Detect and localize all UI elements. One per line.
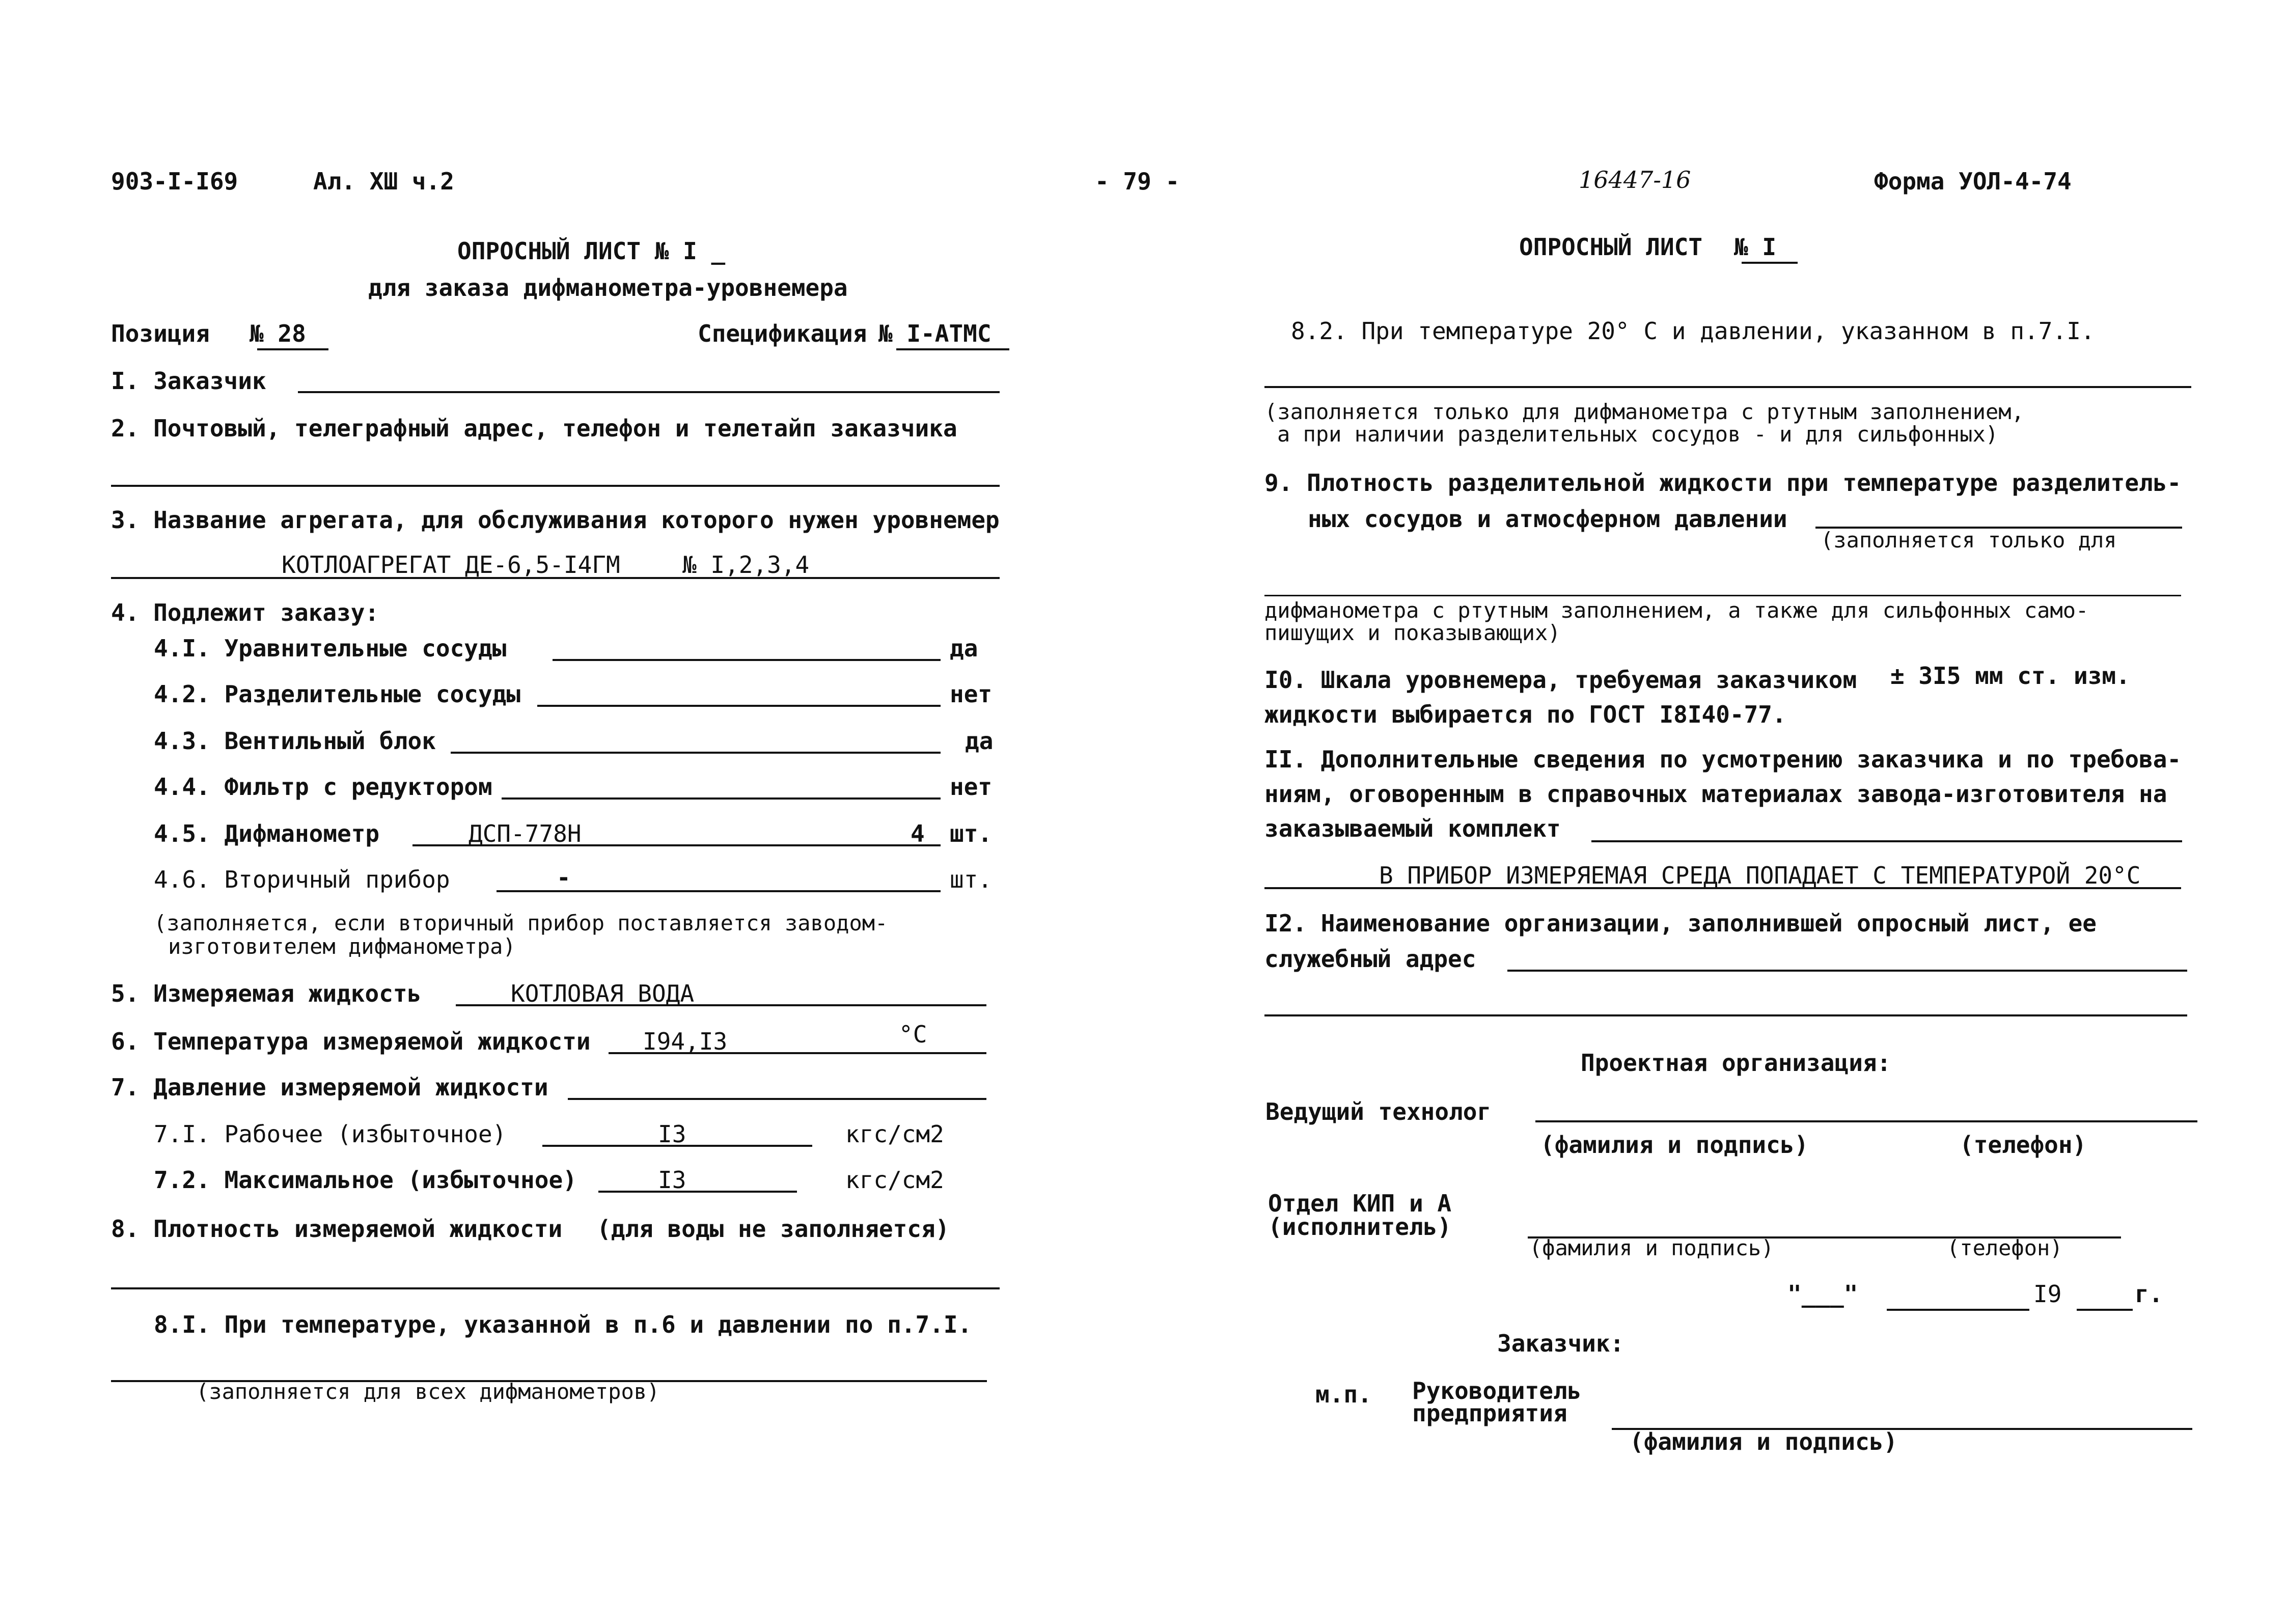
dept-label-1: Отдел КИП и А [1268,1190,1452,1217]
date-day: "___" [1787,1280,1858,1308]
item-9-label-1: 9. Плотность разделительной жидкости при температуре разделитель- [1264,469,2182,497]
position-value: № 28 [250,320,306,347]
order-item-label: 4.4. Фильтр с редуктором [154,773,492,801]
item-7-2-label: 7.2. Максимальное (избыточное) [154,1166,577,1194]
head-label-1: Руководитель [1412,1377,1582,1405]
item-10-label-2: жидкости выбирается по ГОСТ I8I40-77. [1264,701,1786,728]
item-6-unit: °С [899,1021,927,1048]
order-item-answer: да [950,635,978,662]
item-11-label-2: ниям, оговоренным в справочных материалах завода-изготовителя на [1264,780,2167,808]
head-label-2: предприятия [1412,1399,1567,1427]
date-year-suffix: г. [2135,1280,2163,1308]
item-3-value: КОТЛОАГРЕГАТ ДЕ-6,5-I4ГМ [282,551,620,579]
item-10-label-1: I0. Шкала уровнемера, требуемая заказчиком [1264,666,1857,694]
signature-caption-3: (фамилия и подпись) [1630,1428,1898,1455]
order-item-label: 4.3. Вентильный блок [154,727,436,755]
album-ref: Ал. ХШ ч.2 [313,168,454,195]
item-12-label-2: служебный адрес [1264,945,1476,973]
item-11-label-3: заказываемый комплект [1264,815,1561,842]
item-3-numbers: № I,2,3,4 [682,551,810,579]
order-item-answer: да [965,727,994,755]
order-item-label: 4.6. Вторичный прибор [154,866,450,893]
item-5-label: 5. Измеряемая жидкость [111,980,422,1007]
left-subtitle: для заказа дифманометра-уровнемера [368,274,848,301]
item-8-1-label: 8.I. При температуре, указанной в п.6 и давлении по п.7.I. [154,1311,972,1338]
form-code: Форма УОЛ-4-74 [1874,168,2072,195]
signature-caption-2: (фамилия и подпись) [1529,1235,1774,1260]
item-6-label: 6. Температура измеряемой жидкости [111,1028,591,1055]
dept-label-2: (исполнитель) [1268,1213,1452,1241]
phone-caption: (телефон) [1960,1131,2087,1159]
item-7-1-unit: кгс/см2 [845,1120,944,1148]
item-8-1-note: (заполняется для всех дифманометров) [196,1379,660,1404]
lead-technologist-label: Ведущий технолог [1265,1098,1492,1125]
order-item-label: 4.2. Разделительные сосуды [154,680,521,708]
design-org-heading: Проектная организация: [1581,1049,1891,1077]
item-7-label: 7. Давление измеряемой жидкости [111,1074,548,1101]
item-7-2-unit: кгс/см2 [845,1166,944,1194]
order-item-answer: шт. [950,820,993,847]
project-code: 903-I-I69 [111,168,238,195]
item-9-note-3: пишущих и показывающих) [1264,620,1561,645]
item-11-value: В ПРИБОР ИЗМЕРЯЕМАЯ СРЕДА ПОПАДАЕТ С ТЕМПЕРАТУРОЙ 20°С [1379,862,2141,889]
item-2-label: 2. Почтовый, телеграфный адрес, телефон и телетайп заказчика [111,415,957,442]
item-1-label: I. Заказчик [111,367,266,395]
customer-heading: Заказчик: [1497,1330,1624,1357]
item-9-note-2: дифманометра с ртутным заполнением, а также для сильфонных само- [1264,598,2089,623]
item-8-2-label: 8.2. При температуре 20° С и давлении, указанном в п.7.I. [1291,317,2095,345]
order-item-label: 4.I. Уравнительные сосуды [154,635,507,662]
item-5-value: КОТЛОВАЯ ВОДА [511,980,695,1007]
order-item-answer: нет [950,680,993,708]
item-8-note: (для воды не заполняется) [597,1215,950,1243]
note-secondary-1: (заполняется, если вторичный прибор поставляется заводом- [154,911,888,935]
item-7-2-value: I3 [658,1166,686,1194]
item-11-label-1: II. Дополнительные сведения по усмотрению заказчика и по требова- [1264,746,2182,773]
order-item-label: 4.5. Дифманометр [154,820,380,847]
item-7-1-label: 7.I. Рабочее (избыточное) [154,1120,507,1148]
order-item-answer: шт. [950,866,993,893]
date-year-prefix: I9 [2033,1280,2062,1308]
phone-caption-2: (телефон) [1947,1235,2063,1260]
item-3-label: 3. Название агрегата, для обслуживания которого нужен уровнемер [111,506,1000,534]
right-title: ОПРОСНЫЙ ЛИСТ [1519,233,1703,261]
item-6-value: I94,I3 [643,1028,728,1055]
item-10-value: ± 3I5 мм ст. изм. [1890,662,2130,690]
left-title: ОПРОСНЫЙ ЛИСТ № I _ [457,237,726,265]
item-4-label: 4. Подлежит заказу: [111,599,379,626]
spec-value: № I-АТМС [878,320,991,347]
stamp-label: м.п. [1315,1381,1372,1408]
note-secondary-2: изготовителем дифманометра) [168,934,516,959]
signature-caption: (фамилия и подпись) [1540,1131,1809,1159]
order-item-value: - [557,864,571,891]
item-9-note-1: (заполняется только для [1821,528,2117,553]
item-9-label-2: ных сосудов и атмосферном давлении [1308,505,1787,533]
item-8-2-note-1: (заполняется только для дифманометра с ртутным заполнением, [1264,399,2024,424]
order-item-value: ДСП-778Н [469,820,582,847]
item-8-2-note-2: а при наличии разделительных сосудов - и для сильфонных) [1277,422,1999,447]
item-8-label: 8. Плотность измеряемой жидкости [111,1215,563,1243]
right-title-number: № I [1734,233,1777,261]
item-12-label-1: I2. Наименование организации, заполнившей опросный лист, ее [1264,910,2097,937]
item-7-1-value: I3 [658,1120,686,1148]
page-number: - 79 - [1095,168,1180,195]
order-item-answer: нет [950,773,993,801]
handwritten-note: 16447-16 [1579,166,1691,194]
order-item-qty: 4 [911,820,925,847]
spec-label: Спецификация [698,320,867,347]
position-label: Позиция [111,320,210,347]
